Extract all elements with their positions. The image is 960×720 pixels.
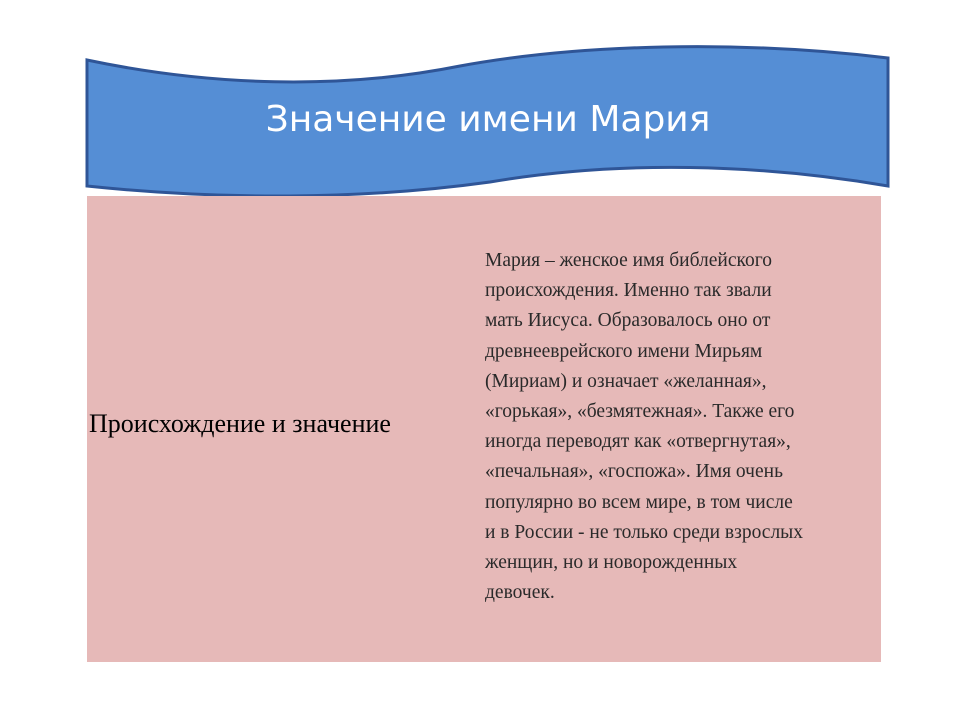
- description-line: «печальная», «госпожа». Имя очень: [485, 461, 783, 483]
- description-text: [485, 246, 881, 608]
- description-line: «горькая», «безмятежная». Также его: [485, 401, 795, 423]
- description-line: Мария – женское имя библейского: [485, 250, 772, 271]
- description-line: популярно во всем мире, в том числе: [485, 491, 793, 513]
- description-line: иногда переводят как «отвергнутая»,: [485, 431, 791, 453]
- description-line: древнееврейского имени Мирьям: [485, 340, 763, 362]
- description-line: происхождения. Именно так звали: [485, 280, 772, 302]
- row-label: Происхождение и значение: [89, 409, 391, 438]
- description-line: (Мириам) и означает «желанная»,: [485, 370, 767, 392]
- content-table: [87, 196, 881, 662]
- description-line: мать Иисуса. Образовалось оно от: [485, 310, 771, 332]
- description-line: женщин, но и новорожденных: [485, 552, 738, 574]
- description-line: девочек.: [485, 582, 555, 604]
- description-line: и в России - не только среди взрослых: [485, 521, 804, 543]
- page-title: Значение имени Мария: [265, 99, 711, 140]
